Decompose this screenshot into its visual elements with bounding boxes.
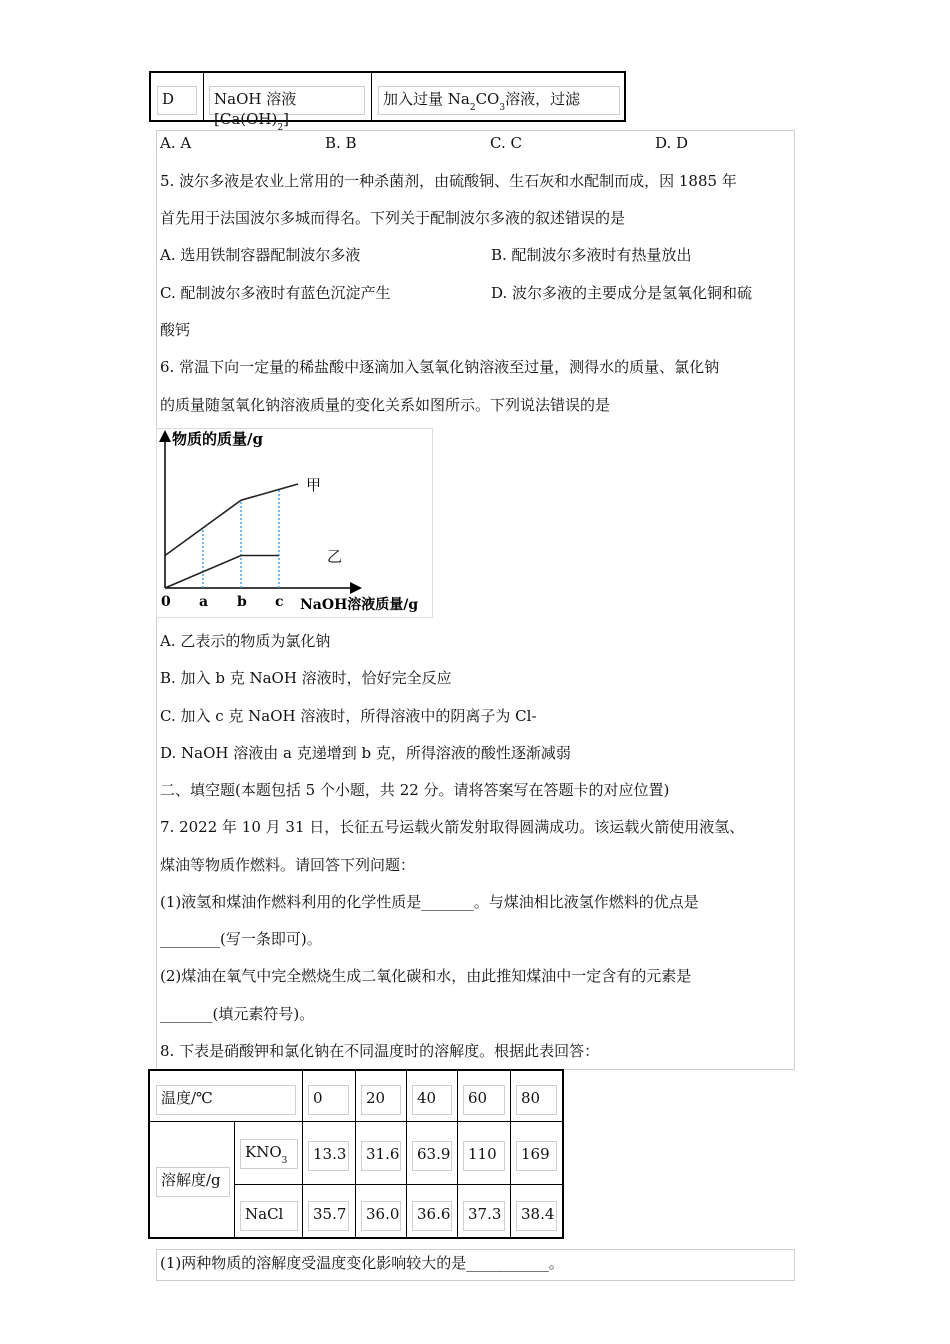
q4-option-c: C. C <box>490 134 522 152</box>
x-tick-b: b <box>237 594 247 610</box>
series-line-2 <box>165 556 279 589</box>
q6-stem-line1: 6. 常温下向一定量的稀盐酸中逐滴加入氢氧化钠溶液至过量，测得水的质量、氯化钠 <box>160 358 720 376</box>
q7-part2-line2: _______(填元素符号)。 <box>160 1005 315 1023</box>
q5-option-b: B. 配制波尔多液时有热量放出 <box>491 246 692 264</box>
solubility-table <box>148 1069 564 1239</box>
y-axis-label: 物质的质量/g <box>172 430 263 448</box>
table-label-kno3: $KNO_3$ <box>240 1139 298 1169</box>
q6-chart <box>154 427 434 619</box>
table-kno3-40: 63.9 <box>412 1141 452 1171</box>
q5-stem-line2: 首先用于法国波尔多城而得名。下列关于配制波尔多液的叙述错误的是 <box>160 209 626 227</box>
q6-option-a: A. 乙表示的物质为氯化钠 <box>160 632 331 650</box>
table-kno3-20: 31.6 <box>361 1141 401 1171</box>
q6-stem-line2: 的质量随氢氧化钠溶液质量的变化关系如图所示。下列说法错误的是 <box>160 396 611 414</box>
x-tick-c: c <box>275 594 284 610</box>
table-nacl-40: 36.6 <box>412 1201 452 1231</box>
top-table <box>149 71 626 133</box>
q5-option-d: D. 波尔多液的主要成分是氢氧化铜和硫 <box>491 284 753 302</box>
table-kno3-60: 110 <box>463 1141 505 1171</box>
table-nacl-80: 38.4 <box>516 1201 557 1231</box>
q6-option-c: C. 加入 c 克 NaOH 溶液时，所得溶液中的阴离子为 Cl- <box>160 707 537 725</box>
table-temp-20: 20 <box>361 1085 401 1115</box>
q7-part1-line1: (1)液氢和煤油作燃料利用的化学性质是_______。与煤油相比液氢作燃料的优点是 <box>160 893 699 911</box>
q5-option-d-cont: 酸钙 <box>160 321 191 339</box>
table-kno3-80: 169 <box>516 1141 557 1171</box>
x-tick-a: a <box>199 594 209 610</box>
section-heading: 二、填空题(本题包括 5 个小题，共 22 分。请将答案写在答题卡的对应位置) <box>160 781 670 799</box>
table-nacl-20: 36.0 <box>361 1201 401 1231</box>
series-line-1 <box>165 484 298 556</box>
table-temp-80: 80 <box>516 1085 557 1115</box>
q7-part1-line2: ________(写一条即可)。 <box>160 930 322 948</box>
q7-stem-line1: 7. 2022 年 10 月 31 日，长征五号运载火箭发射取得圆满成功。该运载火箭使用液氢、 <box>160 818 745 836</box>
table-temp-0: 0 <box>308 1085 349 1115</box>
q8-stem: 8. 下表是硝酸钾和氯化钠在不同温度时的溶解度。根据此表回答： <box>160 1042 600 1060</box>
top-table-cell-substance: NaOH 溶液$[Ca(OH)_2]$ <box>209 86 365 115</box>
table-kno3-0: 13.3 <box>308 1141 349 1171</box>
table-temp-40: 40 <box>412 1085 452 1115</box>
q5-stem-line1: 5. 波尔多液是农业上常用的一种杀菌剂，由硫酸铜、生石灰和水配制而成，因 1885 年 <box>160 172 737 190</box>
table-label-nacl: NaCl <box>240 1201 298 1231</box>
q6-option-d: D. NaOH 溶液由 a 克递增到 b 克，所得溶液的酸性逐渐减弱 <box>160 744 571 762</box>
q4-option-b: B. B <box>325 134 357 152</box>
top-table-cell-method: 加入过量 $Na_2CO_3$溶液，过滤 <box>378 86 620 115</box>
q5-option-c: C. 配制波尔多液时有蓝色沉淀产生 <box>160 284 391 302</box>
q4-option-a: A. A <box>160 134 192 152</box>
series-label-2: 乙 <box>327 547 343 566</box>
q8-part1: (1)两种物质的溶解度受温度变化影响较大的是___________。 <box>160 1254 564 1272</box>
series-label-1: 甲 <box>306 476 322 494</box>
table-nacl-0: 35.7 <box>308 1201 349 1231</box>
table-temp-60: 60 <box>463 1085 505 1115</box>
table-nacl-60: 37.3 <box>463 1201 505 1231</box>
q7-part2-line1: (2)煤油在氧气中完全燃烧生成二氧化碳和水，由此推知煤油中一定含有的元素是 <box>160 967 692 985</box>
q7-stem-line2: 煤油等物质作燃料。请回答下列问题： <box>160 856 416 874</box>
q5-option-a: A. 选用铁制容器配制波尔多液 <box>160 246 361 264</box>
x-axis-label: NaOH溶液质量/g <box>300 597 419 613</box>
table-header-solubility: 溶解度/g <box>156 1167 230 1197</box>
x-tick-0: 0 <box>161 594 171 610</box>
q6-option-b: B. 加入 b 克 NaOH 溶液时，恰好完全反应 <box>160 669 452 687</box>
q4-option-d: D. D <box>655 134 689 152</box>
table-header-temp: 温度/℃ <box>156 1085 296 1115</box>
top-table-cell-option: D <box>157 86 197 115</box>
